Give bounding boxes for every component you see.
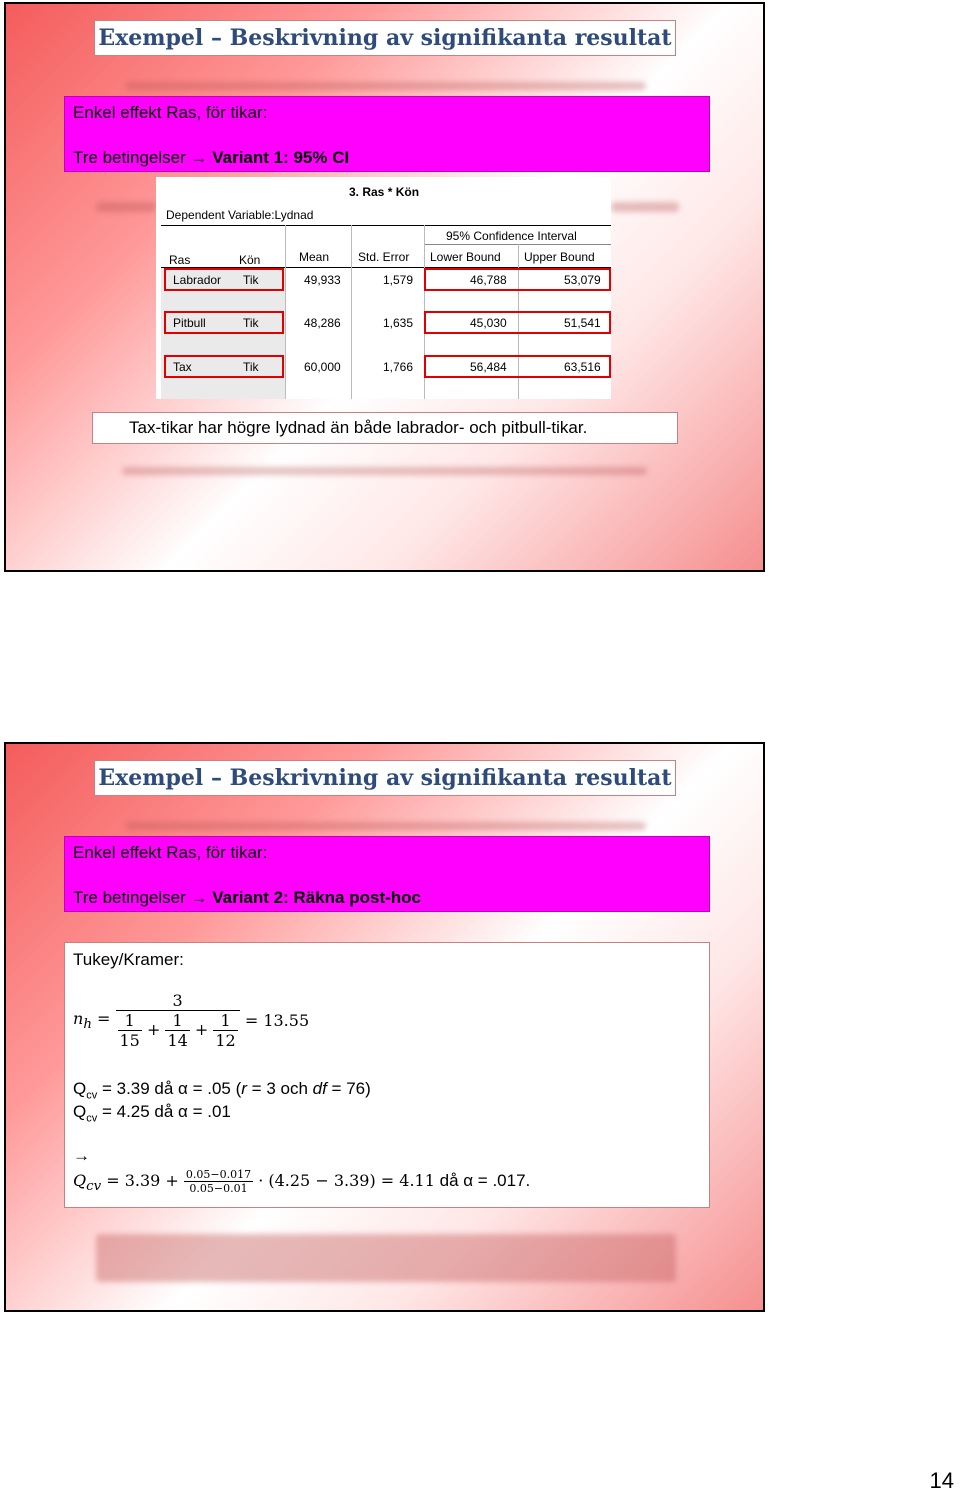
condition-line-1: Enkel effekt Ras, för tikar: (73, 103, 268, 122)
highlight-box (424, 355, 611, 378)
blurred-shadow (96, 202, 156, 212)
blurred-shadow (126, 82, 646, 90)
table-cell: Tik (243, 360, 259, 374)
highlight-box (164, 355, 284, 378)
highlight-box (424, 311, 611, 334)
variant-label: Variant 2: Räkna post-hoc (212, 888, 421, 907)
blurred-shadow (126, 822, 646, 830)
highlight-box (164, 311, 284, 334)
table-cell: 51,541 (564, 316, 601, 330)
col-header: Mean (299, 250, 330, 264)
arrow-icon: → (73, 1146, 90, 1165)
method-label: Tukey/Kramer: (73, 950, 184, 969)
blurred-footer (96, 1234, 676, 1282)
condition-line-1: Enkel effekt Ras, för tikar: (73, 843, 268, 862)
arrow-icon: → (190, 888, 208, 907)
col-header: Upper Bound (524, 250, 595, 264)
table-cell: 45,030 (470, 316, 507, 330)
table-title: 3. Ras * Kön (349, 185, 420, 199)
table-cell: Tax (173, 360, 192, 374)
slide-2 (4, 742, 765, 1312)
table-cell: 63,516 (564, 360, 601, 374)
conclusion-statement: Tax-tikar har högre lydnad än både labrador- och pitbull-tikar. (92, 412, 678, 444)
blurred-shadow (611, 202, 679, 212)
arrow-icon: → (190, 148, 208, 167)
table-cell: 1,635 (383, 316, 414, 330)
table-cell: Tik (243, 273, 259, 287)
col-header: Lower Bound (430, 250, 501, 264)
table-cell: 56,484 (470, 360, 507, 374)
table-cell: 1,766 (383, 360, 414, 374)
col-header: Std. Error (358, 250, 410, 264)
interpolation-formula: $Q_{cv} = 3.39$ + $\frac{0.05-0.017}{0.05-0.01}$ · (4.25 − 3.39) = 4.11 då α = .017. (73, 1168, 531, 1195)
dependent-variable: Dependent Variable:Lydnad (166, 208, 314, 222)
slide-title-text: Exempel – Beskrivning av signifikanta resultat (98, 25, 672, 51)
nh-formula: $n_h$ = 3 $\frac{1}{15}$ + $\frac{1}{14}$ + $\frac{1}{12}$ = 13.55 (73, 991, 310, 1050)
col-header: Ras (169, 253, 191, 267)
table-cell: 46,788 (470, 273, 507, 287)
table-cell: Labrador (173, 273, 222, 287)
slide-1 (4, 2, 765, 572)
spss-table (156, 177, 611, 399)
col-header: Kön (239, 253, 261, 267)
condition-line-2: Tre betingelser → Variant 2: Räkna post-hoc (73, 888, 421, 907)
condition-line-2: Tre betingelser → Variant 1: 95% CI (73, 148, 350, 167)
table-cell: Tik (243, 316, 259, 330)
table-cell: 60,000 (304, 360, 341, 374)
calculation-box (64, 942, 710, 1208)
ci-header: 95% Confidence Interval (446, 229, 577, 243)
highlight-box (424, 268, 611, 291)
condition-box (64, 96, 710, 172)
table-cell: 53,079 (564, 273, 601, 287)
slide-title (94, 760, 676, 796)
table-cell: 48,286 (304, 316, 341, 330)
condition-box (64, 836, 710, 912)
table-cell: 1,579 (383, 273, 414, 287)
qcv-line-2: $Q_{cv} = 4.25$ då α = .01 (73, 1102, 231, 1125)
slide-title-text: Exempel – Beskrivning av signifikanta resultat (98, 765, 672, 791)
variant-label: Variant 1: 95% CI (212, 148, 350, 167)
qcv-line-1: $Q_{cv} = 3.39$ då α = .05 (r = 3 och df = 76) (73, 1079, 371, 1102)
table-cell: Pitbull (173, 316, 206, 330)
highlight-box (164, 268, 284, 291)
table-cell: 49,933 (304, 273, 341, 287)
page-number: 14 (929, 1468, 954, 1493)
blurred-shadow (122, 467, 647, 475)
slide-title (94, 20, 676, 56)
